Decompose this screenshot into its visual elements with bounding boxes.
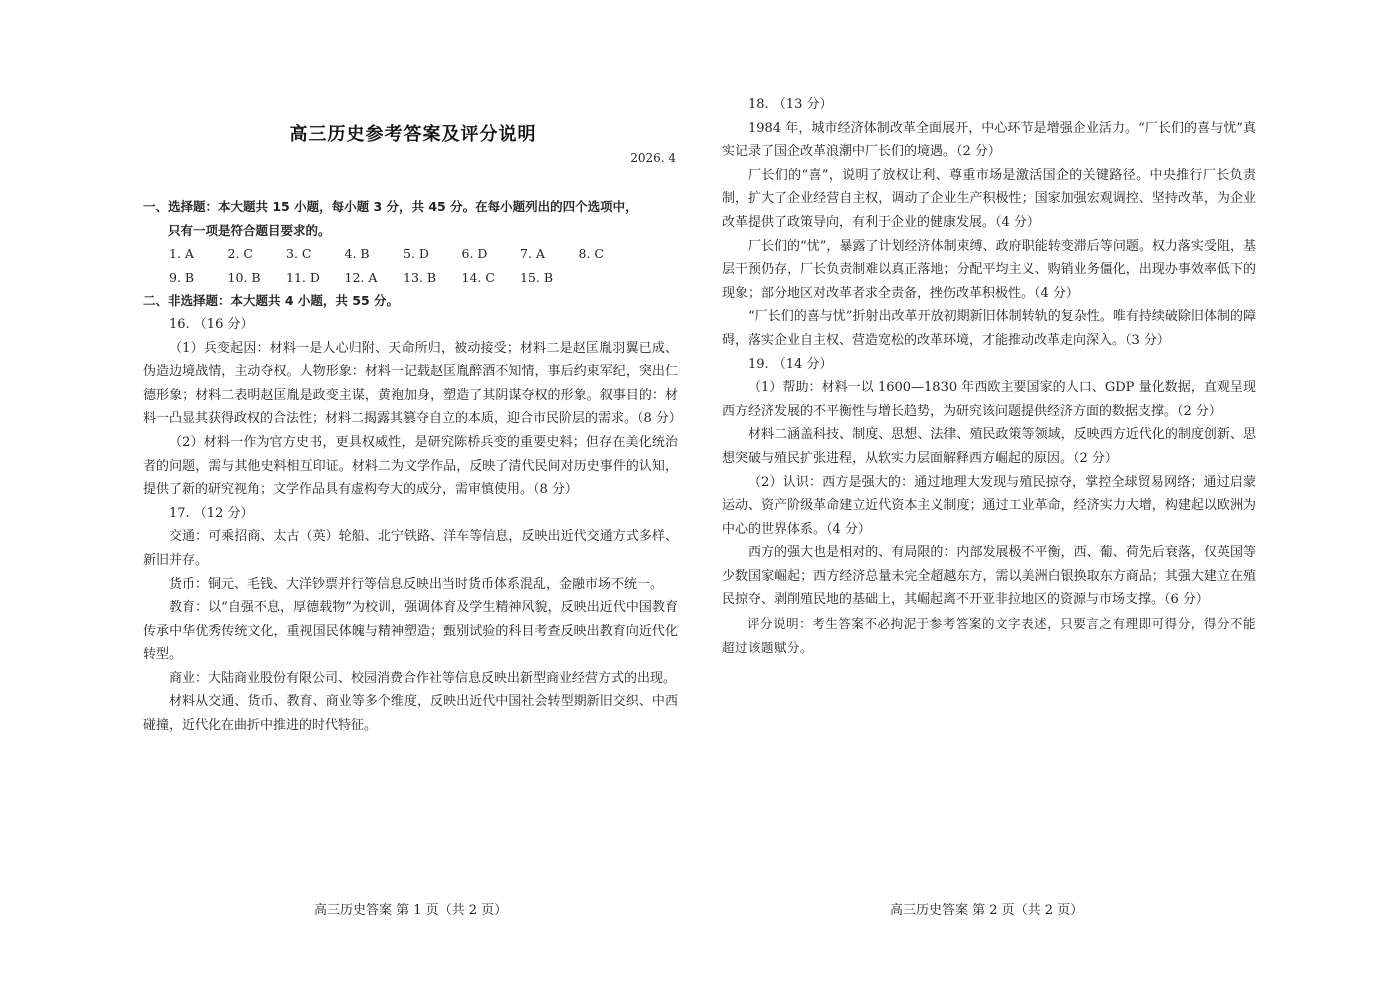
answer-item: 5. D <box>403 246 429 262</box>
q19-part2-limits: 西方的强大也是相对的、有局限的：内部发展极不平衡，西、葡、荷先后衰落，仅英国等少数国家崛起；西方经济总量未完全超越东方，需以美洲白银换取东方商品；其强大建立在殖民掠夺、剥削殖民地的基础上，其崛起离不开亚非拉地区的资源与市场支撑。（6 分） <box>722 545 1256 608</box>
q18-heading: 18. （13 分） <box>748 97 833 112</box>
answer-item: 4. B <box>344 246 370 262</box>
answer-item: 13. B <box>403 269 437 285</box>
answer-item: 3. C <box>286 246 312 262</box>
document-date: 2026. 4 <box>630 151 676 165</box>
answer-item: 10. B <box>227 269 261 285</box>
q19-part1: （1）帮助：材料一以 1600—1830 年西欧主要国家的人口、GDP 量化数据，直观呈现西方经济发展的不平衡性与增长趋势，为研究该问题提供经济方面的数据支撑。（2 分） <box>722 380 1256 419</box>
q16-part1: （1）兵变起因：材料一是人心归附、天命所归，被动接受；材料二是赵匡胤羽翼已成、伪造边境战情，主动夺权。人物形象：材料一记载赵匡胤醉酒不知情，事后约束军纪，突出仁德形象；材料二表明赵匡胤是政变主谋，黄袍加身，塑造了其阴谋夺权的形象。叙事目的：材料一凸显其获得政权的合法性；材料二揭露其篡夺自立的本质，迎合市民阶层的需求。（8 分） <box>143 340 682 427</box>
document-title: 高三历史参考答案及评分说明 <box>289 124 537 145</box>
q16-part2: （2）材料一作为官方史书，更具权威性，是研究陈桥兵变的重要史料；但存在美化统治者的问题，需与其他史料相互印证。材料二为文学作品，反映了清代民间对历史事件的认知，提供了新的研究视角；文学作品具有虚构夸大的成分，需审慎使用。（8 分） <box>143 434 678 498</box>
answer-item: 12. A <box>344 269 378 285</box>
answer-item: 6. D <box>461 246 488 262</box>
answer-item: 14. C <box>461 269 495 285</box>
q18-intro: 1984 年，城市经济体制改革全面展开，中心环节是增强企业活力。“厂长们的喜与忧”真实记录了国企改革浪潮中厂长们的境遇。（2 分） <box>722 120 1256 160</box>
section-1-heading: 一、选择题：本大题共 15 小题，每小题 3 分，共 45 分。在每小题列出的四个选项中， <box>143 199 638 214</box>
left-content <box>143 195 682 738</box>
choice-answers <box>143 242 674 289</box>
answer-item: 8. C <box>578 246 604 262</box>
q17-commerce: 商业：大陆商业股份有限公司、校园消费合作社等信息反映出新型商业经营方式的出现。 <box>169 670 677 686</box>
answer-item: 11. D <box>286 269 320 285</box>
answer-item: 15. B <box>520 269 554 285</box>
q17-education: 教育：以“自强不息，厚德载物”为校训，强调体育及学生精神风貌，反映出近代中国教育传承中华优秀传统文化，重视国民体魄与精神塑造；甄别试验的科目考查反映出教育向近代化转型。 <box>143 600 678 663</box>
q18-joy: 厂长们的“喜”，说明了放权让利、尊重市场是激活国企的关键路径。中央推行厂长负责制，扩大了企业经营自主权，调动了企业生产积极性；国家加强宏观调控、坚持改革，为企业改革提供了政策导向，有利于企业的健康发展。（4 分） <box>722 167 1256 230</box>
q17-currency: 货币：铜元、毛钱、大洋钞票并行等信息反映出当时货币体系混乱，金融市场不统一。 <box>169 576 664 592</box>
page-footer-1: 高三历史答案 第 1 页（共 2 页） <box>314 903 508 918</box>
answer-item: 9. B <box>169 269 195 285</box>
answer-item: 1. A <box>169 246 194 262</box>
page-footer-2: 高三历史答案 第 2 页（共 2 页） <box>890 903 1084 918</box>
grading-note: 评分说明：考生答案不必拘泥于参考答案的文字表述，只要言之有理即可得分，得分不能超过该题赋分。 <box>722 616 1256 655</box>
q19-heading: 19. （14 分） <box>748 356 833 372</box>
q16-heading: 16. （16 分） <box>169 316 254 332</box>
q17-summary: 材料从交通、货币、教育、商业等多个维度，反映出近代中国社会转型期新旧交织、中西碰撞，近代化在曲折中推进的时代特征。 <box>143 694 678 734</box>
q18-conclusion: “厂长们的喜与忧”折射出改革开放初期新旧体制转轨的复杂性。唯有持续破除旧体制的障碍，落实企业自主权、营造宽松的改革环境，才能推动改革走向深入。（3 分） <box>722 309 1256 348</box>
section-1-heading-cont: 只有一项是符合题目要求的。 <box>168 222 331 238</box>
answer-item: 2. C <box>227 246 253 262</box>
q18-worry: 厂长们的“忧”，暴露了计划经济体制束缚、政府职能转变滞后等问题。权力落实受阻，基层干预仍存，厂长负责制难以真正落地；分配平均主义、购销业务僵化，出现办事效率低下的现象；部分地区对改革者求全责备，挫伤改革积极性。（4 分） <box>722 238 1256 301</box>
section-2-heading: 二、非选择题：本大题共 4 小题，共 55 分。 <box>143 293 400 309</box>
q17-heading: 17. （12 分） <box>169 505 254 521</box>
right-content <box>722 93 1256 659</box>
q17-transport: 交通：可乘招商、太古（英）轮船、北宁铁路、洋车等信息，反映出近代交通方式多样、新旧并存。 <box>143 529 678 568</box>
q19-part2: （2）认识：西方是强大的：通过地理大发现与殖民掠夺，掌控全球贸易网络；通过启蒙运动、资产阶级革命建立近代资本主义制度；通过工业革命，经济实力大增，构建起以欧洲为中心的世界体系。（4 分） <box>722 474 1256 537</box>
answer-item: 7. A <box>520 246 545 262</box>
q19-part1-material2: 材料二涵盖科技、制度、思想、法律、殖民政策等领域，反映西方近代化的制度创新、思想突破与殖民扩张进程，从软实力层面解释西方崛起的原因。（2 分） <box>722 427 1256 466</box>
